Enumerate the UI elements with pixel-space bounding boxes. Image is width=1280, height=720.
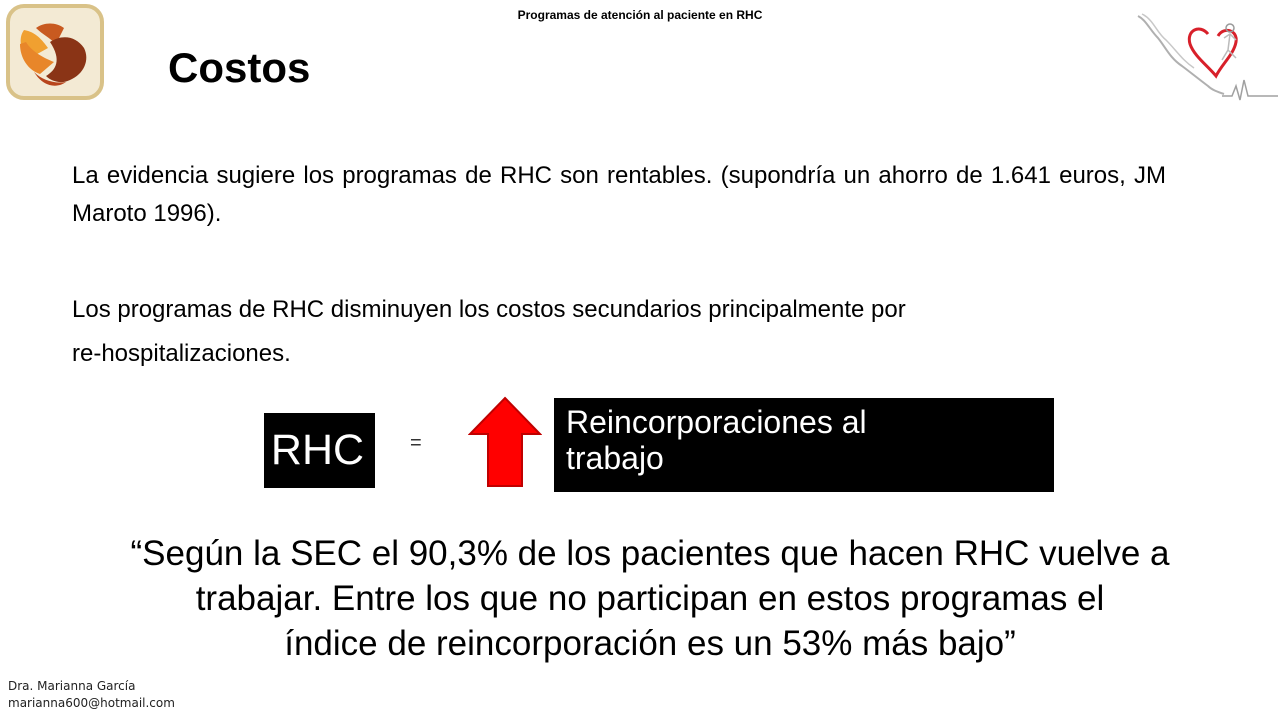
equals-sign: = [410,432,422,454]
heart-map-logo-right [1136,10,1280,102]
slide-title: Costos [168,44,311,91]
sec-quote [60,531,1240,666]
sec-quote-line3: índice de reincorporación es un 53% más bajo” [284,624,1016,663]
rhc-label-box: RHC [264,413,375,488]
footer-author: Dra. Marianna García [8,679,136,693]
paragraph-cost-reduction-line1: Los programas de RHC disminuyen los costos secundarios principalmente por [72,296,906,323]
arrow-up-icon [468,396,542,488]
heart-logo-left [6,4,104,100]
paragraph-cost-evidence: La evidencia sugiere los programas de RHC son rentables. (supondría un ahorro de 1.641 euros, JM Maroto 1996). [72,162,1166,227]
reincorporation-box [554,398,1054,492]
header-title: Programas de atención al paciente en RHC [517,8,763,22]
footer-email: marianna600@hotmail.com [8,696,175,710]
sec-quote-line2: trabajar. Entre los que no participan en estos programas el [195,579,1105,618]
reincorporation-line1: Reincorporaciones al [566,404,867,440]
paragraph-cost-reduction-line2: re-hospitalizaciones. [72,340,291,367]
paragraph-cost-reduction [72,288,1166,376]
reincorporation-line2: trabajo [566,440,664,476]
sec-quote-line1: “Según la SEC el 90,3% de los pacientes que hacen RHC vuelve a [130,534,1170,573]
footer-credits [8,678,175,712]
